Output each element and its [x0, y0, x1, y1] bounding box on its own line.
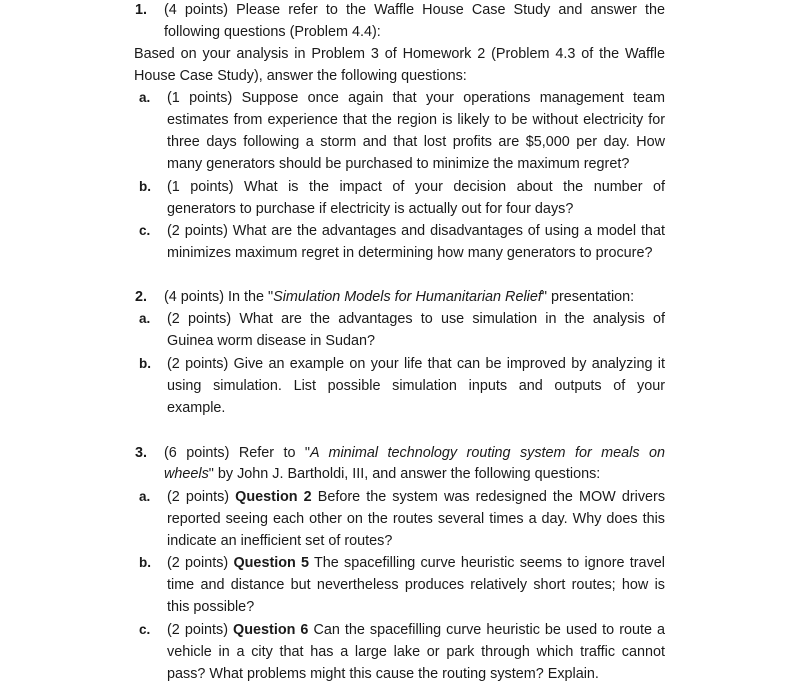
subquestion-text: this possible? [167, 599, 255, 615]
subquestion-text: The spacefilling curve heuristic seems to ignore travel [314, 555, 665, 571]
points-label: (2 points) [167, 622, 229, 638]
subquestion-text: time and distance but nevertheless produces relatively short routes; how is [167, 577, 665, 593]
subquestion-text: vehicle in a city that has a large lake or park through which traffic cannot [167, 644, 665, 660]
intro-text: " presentation: [541, 289, 635, 305]
subquestion-letter: a. [139, 311, 151, 326]
intro-text: (4 points) In the " [164, 289, 274, 305]
subquestion-text [167, 552, 665, 574]
paper-title: wheels [164, 466, 209, 482]
subquestion-text: generators to purchase if electricity is actually out for four days? [167, 201, 574, 217]
subquestion-text: minimizes maximum regret in determining how many generators to procure? [167, 245, 653, 261]
subquestion-text: example. [167, 400, 226, 416]
subquestion-letter: a. [139, 90, 151, 105]
subquestion-letter: c. [139, 223, 151, 238]
subquestion-letter: b. [139, 356, 151, 371]
subquestion-text: Guinea worm disease in Sudan? [167, 333, 375, 349]
subquestion-text [167, 486, 665, 508]
subquestion-text [167, 619, 665, 641]
subquestion-text: three days following a storm and that lost profits are $5,000 per day. How [167, 134, 665, 150]
question-intro [164, 442, 665, 464]
question-number: 3. [135, 445, 148, 461]
subquestion-text: estimates from experience that the region is likely to be without electricity for [167, 112, 665, 128]
intro-text: " by John J. Bartholdi, III, and answer the following questions: [208, 466, 601, 482]
question-number: 2. [135, 289, 148, 305]
question-intro: (4 points) Please refer to the Waffle House Case Study and answer the [164, 2, 665, 18]
intro-text: (6 points) Refer to " [164, 445, 310, 461]
paper-title: A minimal technology routing system for meals on [310, 445, 665, 461]
points-label: (2 points) [167, 555, 229, 571]
subquestion-letter: c. [139, 622, 151, 637]
subquestion-text: using simulation. List possible simulation inputs and outputs of your [167, 378, 665, 394]
question-number: 1. [135, 2, 148, 18]
presentation-title: Simulation Models for Humanitarian Relief [273, 289, 542, 305]
question-context: Based on your analysis in Problem 3 of Homework 2 (Problem 4.3 of the Waffle [134, 46, 665, 62]
subquestion-text: reported seeing each other on the routes several times a day. Why does this [167, 511, 665, 527]
question-intro [164, 286, 634, 308]
points-label: (2 points) [167, 489, 230, 505]
question-label: Question 5 [233, 555, 310, 571]
question-label: Question 2 [235, 489, 312, 505]
subquestion-text: (2 points) What are the advantages to use simulation in the analysis of [167, 311, 665, 327]
subquestion-letter: a. [139, 489, 151, 504]
subquestion-letter: b. [139, 555, 151, 570]
subquestion-letter: b. [139, 179, 151, 194]
question-intro: following questions (Problem 4.4): [164, 24, 381, 40]
question-intro [164, 463, 600, 485]
question-context: House Case Study), answer the following questions: [134, 68, 467, 84]
subquestion-text: Before the system was redesigned the MOW drivers [317, 489, 666, 505]
subquestion-text: (2 points) What are the advantages and disadvantages of using a model that [167, 223, 665, 239]
subquestion-text: (2 points) Give an example on your life that can be improved by analyzing it [167, 356, 665, 372]
subquestion-text: indicate an inefficient set of routes? [167, 533, 393, 549]
subquestion-text: (1 points) Suppose once again that your operations management team [167, 90, 665, 106]
question-label: Question 6 [233, 622, 309, 638]
subquestion-text: (1 points) What is the impact of your decision about the number of [167, 179, 665, 195]
subquestion-text: many generators should be purchased to minimize the maximum regret? [167, 156, 630, 172]
subquestion-text: pass? What problems might this cause the routing system? Explain. [167, 666, 599, 682]
subquestion-text: Can the spacefilling curve heuristic be used to route a [313, 622, 666, 638]
